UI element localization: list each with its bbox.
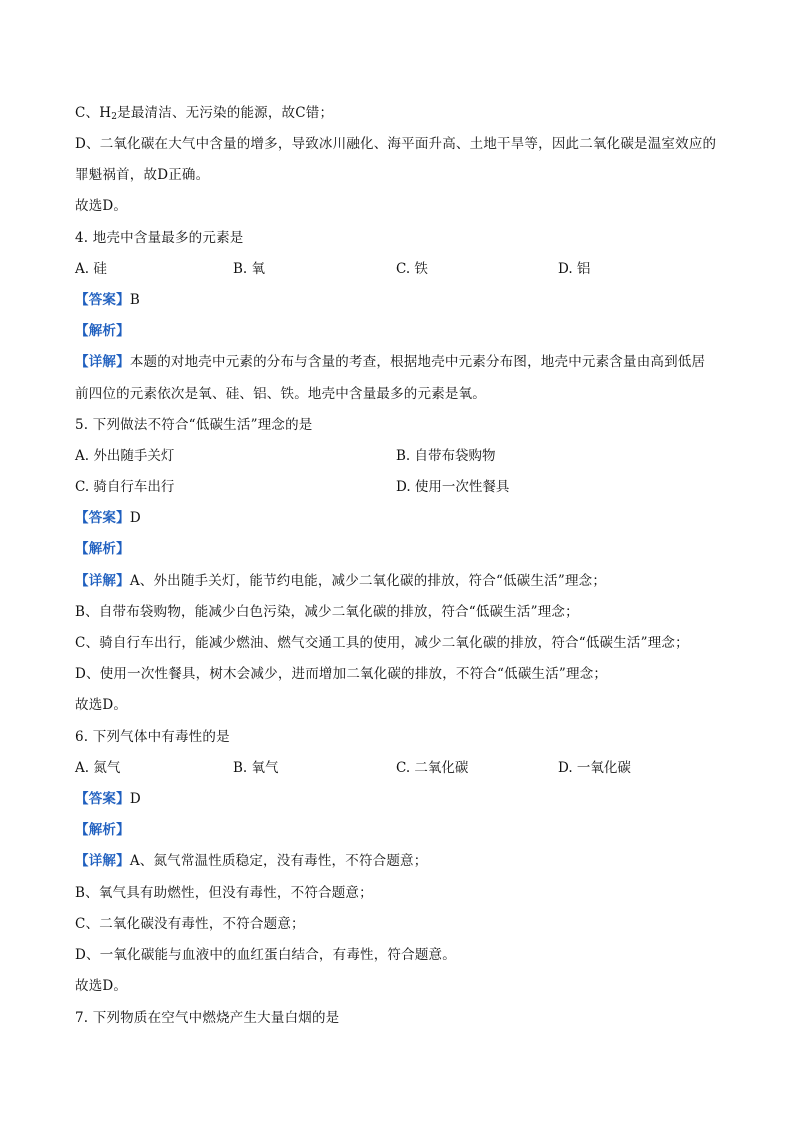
question-6-stem: 6. 下列气体中有毒性的是 xyxy=(75,729,230,745)
q6-answer xyxy=(75,790,141,808)
q5-option-c: C. 骑自行车出行 xyxy=(75,479,175,495)
q4-option-d: D. 铝 xyxy=(558,261,591,277)
q4-option-c: C. 铁 xyxy=(396,261,428,277)
text-line: D、二氧化碳在大气中含量的增多，导致冰川融化、海平面升高、土地干旱等，因此二氧化碳是温室效应的 xyxy=(75,136,717,152)
detail-tag: 【详解】 xyxy=(75,354,130,370)
q4-detail-line-1 xyxy=(75,353,705,371)
q6-option-b: B. 氧气 xyxy=(233,760,279,776)
text-line: 故选D。 xyxy=(75,198,128,214)
answer-tag: 【答案】 xyxy=(75,510,130,526)
q4-analysis xyxy=(75,322,130,340)
q6-analysis xyxy=(75,821,130,839)
answer-value: B xyxy=(129,292,140,308)
q5-option-b: B. 自带布袋购物 xyxy=(396,448,496,464)
q6-detail-line-2: B、氧气具有助燃性，但没有毒性，不符合题意； xyxy=(75,885,373,901)
q4-detail-line-2: 前四位的元素依次是氧、硅、铝、铁。地壳中含量最多的元素是氧。 xyxy=(75,386,486,402)
analysis-tag: 【解析】 xyxy=(75,541,130,557)
answer-value: D xyxy=(129,791,141,807)
text-fragment: C、H xyxy=(75,105,112,121)
answer-value: D xyxy=(129,510,141,526)
detail-tag: 【详解】 xyxy=(75,853,130,869)
q5-detail-line-3: C、骑自行车出行，能减少燃油、燃气交通工具的使用，减少二氧化碳的排放，符合“低碳生活”理念； xyxy=(75,635,689,651)
detail-text: A、氮气常温性质稳定，没有毒性，不符合题意； xyxy=(129,853,428,869)
subscript: 2 xyxy=(111,112,118,122)
q6-conclusion: 故选D。 xyxy=(75,978,128,994)
q6-option-a: A. 氮气 xyxy=(75,760,121,776)
detail-text: 本题的对地壳中元素的分布与含量的考查，根据地壳中元素分布图，地壳中元素含量由高到低居 xyxy=(129,354,706,370)
q5-conclusion: 故选D。 xyxy=(75,697,128,713)
q6-detail-line-1 xyxy=(75,852,427,870)
analysis-tag: 【解析】 xyxy=(75,822,130,838)
detail-tag: 【详解】 xyxy=(75,573,130,589)
text-line: 罪魁祸首，故D正确。 xyxy=(75,167,210,183)
q6-option-c: C. 二氧化碳 xyxy=(396,760,469,776)
q4-option-b: B. 氧 xyxy=(233,261,266,277)
q5-option-d: D. 使用一次性餐具 xyxy=(396,479,510,495)
analysis-tag: 【解析】 xyxy=(75,323,130,339)
answer-tag: 【答案】 xyxy=(75,791,130,807)
q4-answer xyxy=(75,291,140,309)
q6-detail-line-4: D、一氧化碳能与血液中的血红蛋白结合，有毒性，符合题意。 xyxy=(75,947,456,963)
q5-analysis xyxy=(75,540,130,558)
text-fragment: 是最清洁、无污染的能源，故C错； xyxy=(117,105,334,121)
q6-detail-line-3: C、二氧化碳没有毒性，不符合题意； xyxy=(75,916,305,932)
detail-text: A、外出随手关灯，能节约电能，减少二氧化碳的排放，符合“低碳生活”理念； xyxy=(129,573,607,589)
question-5-stem: 5. 下列做法不符合“低碳生活”理念的是 xyxy=(75,417,313,433)
question-7-stem: 7. 下列物质在空气中燃烧产生大量白烟的是 xyxy=(75,1010,340,1026)
q5-detail-line-4: D、使用一次性餐具，树木会减少，进而增加二氧化碳的排放，不符合“低碳生活”理念； xyxy=(75,666,608,682)
q5-detail-line-2: B、自带布袋购物，能减少白色污染，减少二氧化碳的排放，符合“低碳生活”理念； xyxy=(75,604,579,620)
q5-detail-line-1 xyxy=(75,572,606,590)
question-4-stem: 4. 地壳中含量最多的元素是 xyxy=(75,230,244,246)
q6-option-d: D. 一氧化碳 xyxy=(558,760,631,776)
answer-tag: 【答案】 xyxy=(75,292,130,308)
q4-option-a: A. 硅 xyxy=(75,261,107,277)
text-line xyxy=(75,104,333,126)
q5-answer xyxy=(75,509,141,527)
q5-option-a: A. 外出随手关灯 xyxy=(75,448,175,464)
